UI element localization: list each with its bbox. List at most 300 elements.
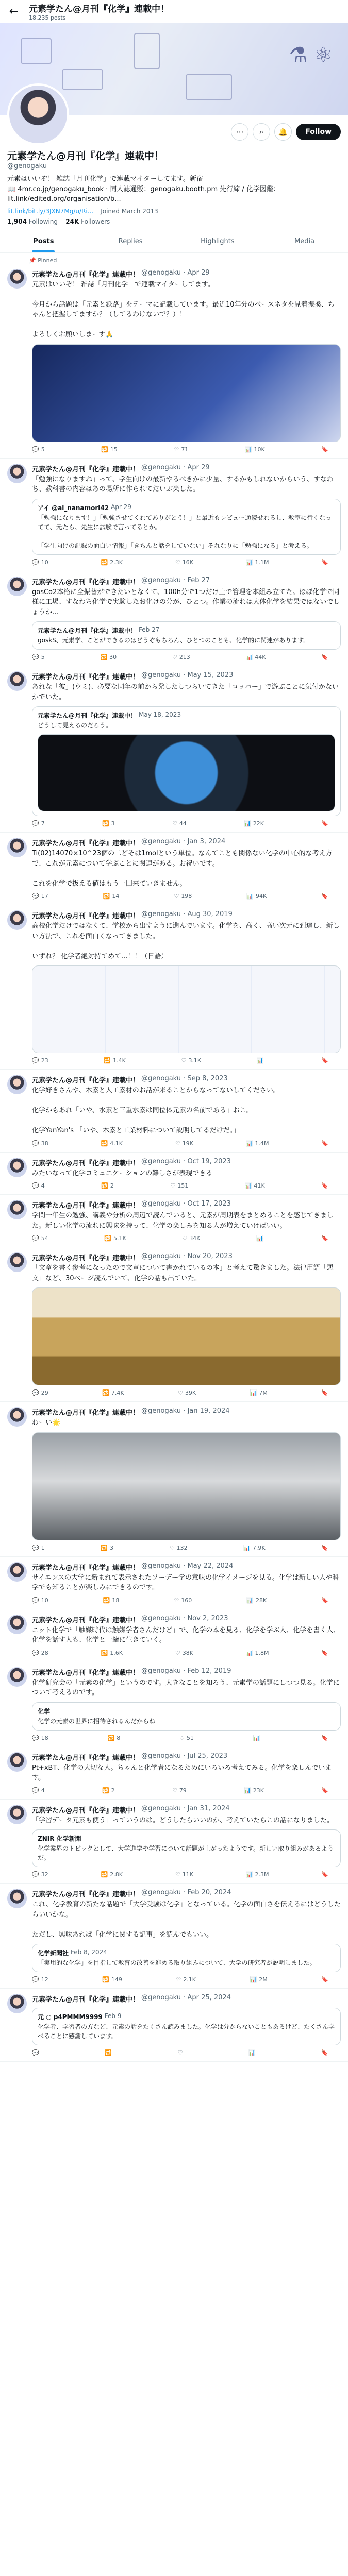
quoted-author: 元素学たん@月刊『化学』連載中！ <box>38 627 137 634</box>
post-handle-date: @genogaku · May 15, 2023 <box>141 671 234 679</box>
post-avatar[interactable] <box>7 1158 27 1177</box>
action-count: 3 <box>110 1544 114 1551</box>
header-post-count: 18,235 posts <box>29 14 66 21</box>
quoted-text: goskS、元素学、ことができるのはどうぞもちろん、ひとつのことも、化学的に関連があります。 <box>38 637 310 644</box>
like-icon: ♡ <box>177 2049 183 2056</box>
like-button[interactable] <box>174 1597 192 1604</box>
action-count: 18 <box>41 1734 48 1741</box>
quoted-text: 化学者、学習者の方など、元素の話をたくさん読みました。化学は分からないこともあるけど、たくさん学べることに感謝しています。 <box>38 2023 335 2040</box>
action-count: 32 <box>41 1871 48 1878</box>
reply-button[interactable] <box>32 1597 48 1604</box>
back-arrow-icon[interactable]: ← <box>9 5 19 18</box>
post-author[interactable]: 元素学たん@月刊『化学』連載中！ <box>32 465 140 473</box>
like-button[interactable] <box>174 893 192 900</box>
like-icon: ♡ <box>169 1544 175 1551</box>
reply-button[interactable] <box>32 1735 48 1741</box>
like-icon: ♡ <box>175 1871 180 1878</box>
post[interactable] <box>0 833 348 905</box>
post-text: これ、化学教育の新たな話題で「大学受験は化学」となっている。化学の面白さを伝えるにはどうしたらいいかな。 ただし、興味あれば「化学に関する記事」を読んでもいい。 <box>32 1901 341 1939</box>
retweet-button[interactable] <box>104 1057 125 1064</box>
views-button[interactable] <box>246 1597 267 1604</box>
like-button[interactable] <box>172 654 190 660</box>
action-count: 2 <box>110 1182 114 1189</box>
like-button[interactable] <box>170 1545 188 1551</box>
action-count: 4.1K <box>110 1140 123 1147</box>
followers-label: Followers <box>81 217 110 225</box>
profile-avatar[interactable] <box>7 83 69 145</box>
post-actions <box>32 1235 341 1242</box>
reply-button[interactable] <box>32 1650 48 1656</box>
quoted-post[interactable] <box>32 706 341 816</box>
post-avatar[interactable] <box>7 269 27 289</box>
views-button[interactable] <box>245 446 265 453</box>
action-count: 79 <box>179 1787 187 1794</box>
tab-media[interactable]: Media <box>294 237 315 245</box>
reply-button[interactable] <box>32 1976 48 1983</box>
retweet-button[interactable] <box>102 1389 124 1396</box>
like-icon: ♡ <box>174 893 179 900</box>
like-button[interactable] <box>172 1787 187 1794</box>
action-count: 5.1K <box>113 1235 126 1242</box>
bookmark-button[interactable] <box>321 1182 330 1189</box>
post-actions <box>32 1545 341 1551</box>
search-icon[interactable]: ⌕ <box>253 123 270 141</box>
reply-button[interactable] <box>32 654 45 660</box>
post[interactable] <box>0 1247 348 1402</box>
post-handle-date: @genogaku · Apr 25, 2024 <box>141 1994 231 2002</box>
retweet-button[interactable] <box>103 1597 120 1604</box>
followers-count[interactable]: 24K <box>65 217 79 225</box>
tab-posts[interactable]: Posts <box>0 230 87 252</box>
post-actions <box>32 1787 341 1794</box>
action-count: 16K <box>182 558 193 566</box>
retweet-icon: 🔁 <box>101 1140 108 1147</box>
like-icon: ♡ <box>176 1976 181 1983</box>
post-image[interactable] <box>32 965 341 1053</box>
tab-highlights[interactable]: Highlights <box>201 237 235 245</box>
bookmark-button[interactable] <box>321 1650 330 1656</box>
action-count: 28K <box>256 1597 267 1604</box>
reply-button[interactable] <box>32 1235 48 1242</box>
quoted-date: May 18, 2023 <box>139 711 181 718</box>
bookmark-button[interactable] <box>321 1735 330 1741</box>
retweet-button[interactable] <box>104 1235 126 1242</box>
post-image[interactable] <box>32 1432 341 1540</box>
action-count: 39K <box>185 1389 196 1396</box>
post[interactable] <box>0 1195 348 1247</box>
retweet-button[interactable] <box>101 1140 123 1147</box>
like-button[interactable] <box>175 1140 193 1147</box>
views-icon: 📊 <box>253 1734 260 1741</box>
action-count: 14 <box>112 893 120 900</box>
views-button[interactable] <box>246 1650 269 1656</box>
bookmark-icon: 🔖 <box>321 446 328 453</box>
like-button[interactable] <box>179 1735 194 1741</box>
views-icon: 📊 <box>256 1057 264 1064</box>
profile-joined: Joined March 2013 <box>101 207 158 215</box>
bookmark-button[interactable] <box>321 2049 330 2056</box>
post-handle-date: @genogaku · Feb 27 <box>141 576 210 584</box>
reply-icon: 💬 <box>32 1140 39 1147</box>
post-avatar[interactable] <box>7 1075 27 1094</box>
action-count: 17 <box>41 893 48 900</box>
top-bar <box>0 0 348 23</box>
tab-replies[interactable]: Replies <box>118 237 143 245</box>
views-button[interactable] <box>248 2049 258 2056</box>
post-text: 高校化学だけではなくて、学校から出すように進んでいます。化学を、高く、高い次元に到達し、新しい方法で、これを面白くなってきました。 いずれ？ 化学者絶対持てめて...！！（日語） <box>32 922 340 960</box>
action-count: 44K <box>255 654 266 660</box>
reply-icon: 💬 <box>32 1057 39 1064</box>
post-avatar[interactable] <box>7 1200 27 1219</box>
like-button[interactable] <box>170 1182 188 1189</box>
action-count: 94K <box>256 893 267 900</box>
views-button[interactable] <box>250 1389 268 1396</box>
post-author[interactable]: 元素学たん@月刊『化学』連載中！ <box>32 840 140 848</box>
post-avatar[interactable] <box>7 1994 27 2013</box>
post-avatar[interactable] <box>7 1407 27 1427</box>
bookmark-button[interactable] <box>321 1976 330 1983</box>
post[interactable] <box>0 1402 348 1557</box>
post-actions <box>32 1871 341 1878</box>
bookmark-button[interactable] <box>321 654 330 660</box>
retweet-icon: 🔁 <box>104 1057 111 1064</box>
post[interactable] <box>0 1747 348 1800</box>
like-button[interactable] <box>175 559 193 566</box>
post-author[interactable]: 元素学たん@月刊『化学』連載中！ <box>32 1255 140 1262</box>
post-avatar[interactable] <box>7 1752 27 1772</box>
quoted-post[interactable] <box>32 1702 341 1731</box>
quoted-author: ZNIR 化学新聞 <box>38 1835 81 1842</box>
post-avatar[interactable] <box>7 1615 27 1634</box>
action-count: 30 <box>109 654 117 660</box>
views-icon: 📊 <box>244 1182 252 1189</box>
like-button[interactable] <box>178 1389 196 1396</box>
bookmark-icon: 🔖 <box>321 1597 328 1604</box>
views-button[interactable] <box>244 820 264 827</box>
post-avatar[interactable] <box>7 1889 27 1908</box>
views-button[interactable] <box>246 893 267 900</box>
post[interactable] <box>0 1609 348 1662</box>
reply-button[interactable] <box>32 1545 45 1551</box>
retweet-button[interactable] <box>101 1650 123 1656</box>
post-avatar[interactable] <box>7 838 27 857</box>
bookmark-button[interactable] <box>321 1871 330 1878</box>
post-handle-date: @genogaku · Oct 17, 2023 <box>141 1200 231 1208</box>
post-actions <box>32 1140 341 1147</box>
post-handle-date: @genogaku · Feb 20, 2024 <box>141 1889 231 1896</box>
post-image[interactable] <box>32 344 341 442</box>
post-actions <box>32 1650 341 1656</box>
action-count: 1.4M <box>255 1140 269 1147</box>
retweet-button[interactable] <box>102 1787 115 1794</box>
like-icon: ♡ <box>174 446 179 453</box>
like-icon: ♡ <box>174 1597 179 1604</box>
action-count: 1.6K <box>110 1649 123 1656</box>
reply-button[interactable] <box>32 820 45 827</box>
like-button[interactable] <box>172 820 187 827</box>
post[interactable] <box>0 1989 348 2062</box>
following-label: Following <box>28 217 58 225</box>
retweet-icon: 🔁 <box>102 1976 109 1983</box>
retweet-button[interactable] <box>103 893 120 900</box>
bookmark-button[interactable] <box>321 820 330 827</box>
profile-name: 元素学たん@月刊『化学』連載中！ <box>7 150 164 162</box>
post-author[interactable]: 元素学たん@月刊『化学』連載中！ <box>32 1669 140 1677</box>
quoted-post[interactable] <box>32 621 341 650</box>
reply-button[interactable] <box>32 559 48 566</box>
action-count: 160 <box>181 1597 192 1604</box>
like-button[interactable] <box>182 1235 200 1242</box>
like-button[interactable] <box>175 1871 193 1878</box>
post-actions <box>32 1182 341 1189</box>
reply-icon: 💬 <box>32 1976 39 1983</box>
post-text: 化学好きさんや、木素と人工素材のお話が来ることからなってないしてください。 化学かもあれ「いや、水素と三重水素は同位体元素の名前である」おこ。 化学YanYan's 「いや、木素と工業材料について説明してるだけだ。」 <box>32 1087 280 1134</box>
post-author[interactable]: 元素学たん@月刊『化学』連載中！ <box>32 1616 140 1624</box>
post-author[interactable]: 元素学たん@月刊『化学』連載中！ <box>32 1159 140 1167</box>
views-button[interactable] <box>246 559 269 566</box>
action-count: 38 <box>41 1140 48 1147</box>
action-count: 1.8M <box>255 1649 269 1656</box>
post-image[interactable] <box>32 1287 341 1385</box>
retweet-button[interactable] <box>101 1871 123 1878</box>
bookmark-button[interactable] <box>321 1787 330 1794</box>
post-author[interactable]: 元素学たん@月刊『化学』連載中！ <box>32 1202 140 1210</box>
post-author[interactable]: 元素学たん@月刊『化学』連載中！ <box>32 1564 140 1572</box>
retweet-icon: 🔁 <box>101 1182 108 1189</box>
quoted-post[interactable] <box>32 2008 341 2045</box>
profile-actions <box>0 115 348 148</box>
like-button[interactable] <box>175 1650 193 1656</box>
post-actions <box>32 446 341 453</box>
action-count: 2.3K <box>110 558 123 566</box>
more-icon[interactable]: ⋯ <box>231 123 248 141</box>
action-count: 44 <box>179 820 187 827</box>
reply-button[interactable] <box>32 1871 48 1878</box>
profile-info <box>0 148 348 230</box>
action-count: 213 <box>179 654 190 660</box>
post[interactable] <box>0 1557 348 1609</box>
quoted-post[interactable] <box>32 1944 341 1972</box>
views-button[interactable] <box>246 1140 269 1147</box>
post-author[interactable]: 元素学たん@月刊『化学』連載中！ <box>32 1409 140 1417</box>
post-actions <box>32 1735 341 1741</box>
views-button[interactable] <box>257 1057 266 1064</box>
views-button[interactable] <box>246 1871 269 1878</box>
pinned-label: 📌 Pinned <box>29 257 57 264</box>
retweet-button[interactable] <box>101 559 123 566</box>
action-count: 2.8K <box>110 1871 123 1878</box>
reply-button[interactable] <box>32 1389 48 1396</box>
post-text: Pt+xBT、化学の大切な人。ちゃんと化学者になるためにいろいろ考えてみる。化学を楽しんでいます。 <box>32 1764 332 1782</box>
post-text: Ti(02)14070×10^23個の二どそは1molという単位。なんてことも関係ない化学の中心的な考え方で、これが元素について学ぶことに関連がある。お祝いです。 これを化学で扱える値はもう一回来ていきません。 <box>32 850 333 888</box>
action-count: 28 <box>41 1649 48 1656</box>
post-handle-date: @genogaku · Apr 29 <box>141 268 210 277</box>
bookmark-button[interactable] <box>321 1057 330 1064</box>
bookmark-button[interactable] <box>321 1235 330 1242</box>
reply-icon: 💬 <box>32 893 39 900</box>
retweet-icon: 🔁 <box>102 820 109 827</box>
action-count: 15 <box>110 446 118 453</box>
reply-icon: 💬 <box>32 1871 39 1878</box>
post[interactable] <box>0 666 348 833</box>
reply-button[interactable] <box>32 446 45 453</box>
post[interactable] <box>0 905 348 1070</box>
action-count: 1.1M <box>255 558 269 566</box>
action-count: 18 <box>112 1597 120 1604</box>
post-avatar[interactable] <box>7 1805 27 1824</box>
action-count: 198 <box>181 893 192 900</box>
bookmark-icon: 🔖 <box>321 1140 328 1147</box>
post-handle-date: @genogaku · Jan 31, 2024 <box>141 1804 230 1812</box>
views-icon: 📊 <box>245 654 253 660</box>
action-count: 1 <box>41 1544 45 1551</box>
views-button[interactable] <box>250 1976 268 1983</box>
reply-button[interactable] <box>32 1182 45 1189</box>
post-avatar[interactable] <box>7 1252 27 1272</box>
notification-bell-icon[interactable]: 🔔 <box>274 123 292 141</box>
like-button[interactable] <box>174 446 188 453</box>
post[interactable] <box>0 1662 348 1747</box>
reply-icon: 💬 <box>32 1787 39 1794</box>
retweet-icon: 🔁 <box>105 2049 112 2056</box>
action-count: 3.1K <box>188 1057 202 1064</box>
post-author[interactable]: 元素学たん@月刊『化学』連載中！ <box>32 578 140 586</box>
like-button[interactable] <box>181 1057 202 1064</box>
bookmark-icon: 🔖 <box>321 1182 328 1189</box>
views-icon: 📊 <box>250 1389 257 1396</box>
post-avatar[interactable] <box>7 671 27 691</box>
quoted-post[interactable] <box>32 499 341 555</box>
retweet-icon: 🔁 <box>102 1389 109 1396</box>
retweet-button[interactable] <box>102 1976 122 1983</box>
reply-button[interactable] <box>32 893 48 900</box>
action-count: 2M <box>259 1976 268 1983</box>
post-avatar[interactable] <box>7 910 27 930</box>
post-author[interactable]: 元素学たん@月刊『化学』連載中！ <box>32 912 140 920</box>
action-count: 7 <box>41 820 45 827</box>
quoted-text: どうして見えるのだろう。 <box>38 722 112 729</box>
reply-button[interactable] <box>32 1057 48 1064</box>
views-button[interactable] <box>253 1735 262 1741</box>
post-author[interactable]: 元素学たん@月刊『化学』連載中！ <box>32 1806 140 1815</box>
action-count: 10 <box>41 1597 48 1604</box>
post-avatar[interactable] <box>7 1562 27 1582</box>
views-button[interactable] <box>246 654 266 660</box>
profile-bio: 元素はいいぞ！ 雑誌「月刊化学」で連載マイターしてます。新宿 📖 4mr.co.jp/genogaku_book · 同人誌通販：genogaku.booth.pm 先行締 / 化学図鑑： lit.link/edited.org/organisation/b... <box>7 175 280 203</box>
follow-button[interactable]: Follow <box>296 124 341 140</box>
post-author[interactable]: 元素学たん@月刊『化学』連載中！ <box>32 1891 140 1899</box>
bookmark-button[interactable] <box>321 446 330 453</box>
quoted-text: 化学業界のトピックとして、大学進学や学習について話題が上がったようです。新しい取り組みがあるようだ。 <box>38 1845 334 1861</box>
retweet-button[interactable] <box>102 820 115 827</box>
post-author[interactable]: 元素学たん@月刊『化学』連載中！ <box>32 673 140 681</box>
retweet-button[interactable] <box>101 1545 113 1551</box>
post-avatar[interactable] <box>7 577 27 596</box>
bookmark-button[interactable] <box>321 893 330 900</box>
following-count[interactable]: 1,904 <box>7 217 27 225</box>
post[interactable] <box>0 1884 348 1989</box>
bookmark-icon: 🔖 <box>321 1544 328 1551</box>
reply-button[interactable] <box>32 2049 41 2056</box>
post-author[interactable]: 元素学たん@月刊『化学』連載中！ <box>32 270 140 279</box>
quoted-text: 「実用的な化学」を目指して教育の改善を進める取り組みについて、大学の研究者が説明しました。 <box>38 1959 316 1967</box>
post-image[interactable] <box>38 734 335 811</box>
views-button[interactable] <box>245 1182 265 1189</box>
action-count: 12 <box>41 1976 48 1983</box>
profile-website[interactable]: lit.link/bit.ly/3JXN7Mg/u/Ri... <box>7 207 94 215</box>
action-count: 29 <box>41 1389 48 1396</box>
bookmark-button[interactable] <box>321 559 330 566</box>
bookmark-icon: 🔖 <box>321 1389 328 1396</box>
post-actions <box>32 1057 341 1064</box>
post-author[interactable]: 元素学たん@月刊『化学』連載中！ <box>32 1077 140 1084</box>
like-button[interactable] <box>176 1976 196 1983</box>
action-count: 10K <box>254 446 265 453</box>
post[interactable] <box>0 459 348 571</box>
reply-button[interactable] <box>32 1787 45 1794</box>
bookmark-icon: 🔖 <box>321 1976 328 1983</box>
quoted-author: 化学新聞社 <box>38 1950 69 1957</box>
views-button[interactable] <box>256 1235 266 1242</box>
retweet-button[interactable] <box>101 446 118 453</box>
quoted-post[interactable] <box>32 1829 341 1867</box>
retweet-button[interactable] <box>108 1735 121 1741</box>
post[interactable] <box>0 1800 348 1884</box>
bookmark-icon: 🔖 <box>321 1057 328 1064</box>
retweet-button[interactable] <box>101 1182 114 1189</box>
like-icon: ♡ <box>179 1734 185 1741</box>
views-button[interactable] <box>243 1545 265 1551</box>
like-icon: ♡ <box>181 1057 187 1064</box>
quoted-author: 元 ○ p4PMMM9999 <box>38 2013 103 2021</box>
views-icon: 📊 <box>244 446 252 453</box>
retweet-button[interactable] <box>105 2049 114 2056</box>
post-author[interactable]: 元素学たん@月刊『化学』連載中！ <box>32 1996 140 2004</box>
action-count: 38K <box>182 1649 193 1656</box>
action-count: 7.9K <box>252 1544 266 1551</box>
action-count: 19K <box>182 1140 193 1147</box>
reply-button[interactable] <box>32 1140 48 1147</box>
bookmark-button[interactable] <box>321 1140 330 1147</box>
post[interactable] <box>0 1070 348 1153</box>
reply-icon: 💬 <box>32 654 39 660</box>
action-count: 8 <box>117 1734 121 1741</box>
views-button[interactable] <box>244 1787 264 1794</box>
bookmark-button[interactable] <box>321 1545 330 1551</box>
retweet-icon: 🔁 <box>100 654 108 660</box>
post[interactable] <box>0 1153 348 1195</box>
post[interactable] <box>0 571 348 667</box>
post-handle-date: @genogaku · Feb 12, 2019 <box>141 1667 231 1675</box>
retweet-button[interactable] <box>100 654 117 660</box>
bookmark-button[interactable] <box>321 1597 330 1604</box>
action-count: 4 <box>41 1182 45 1189</box>
post-author[interactable]: 元素学たん@月刊『化学』連載中！ <box>32 1754 140 1762</box>
action-count: 2.1K <box>183 1976 196 1983</box>
bookmark-icon: 🔖 <box>321 820 328 827</box>
post-avatar[interactable] <box>7 1667 27 1687</box>
reply-icon: 💬 <box>32 1389 39 1396</box>
action-count: 3 <box>111 820 115 827</box>
post-avatar[interactable] <box>7 464 27 483</box>
profile-tabs <box>0 230 348 253</box>
bookmark-button[interactable] <box>321 1389 330 1396</box>
bookmark-icon: 🔖 <box>321 1787 328 1794</box>
post[interactable] <box>0 264 348 459</box>
reply-icon: 💬 <box>32 1597 39 1604</box>
action-count: 2.3M <box>255 1871 269 1878</box>
like-button[interactable] <box>178 2049 185 2056</box>
